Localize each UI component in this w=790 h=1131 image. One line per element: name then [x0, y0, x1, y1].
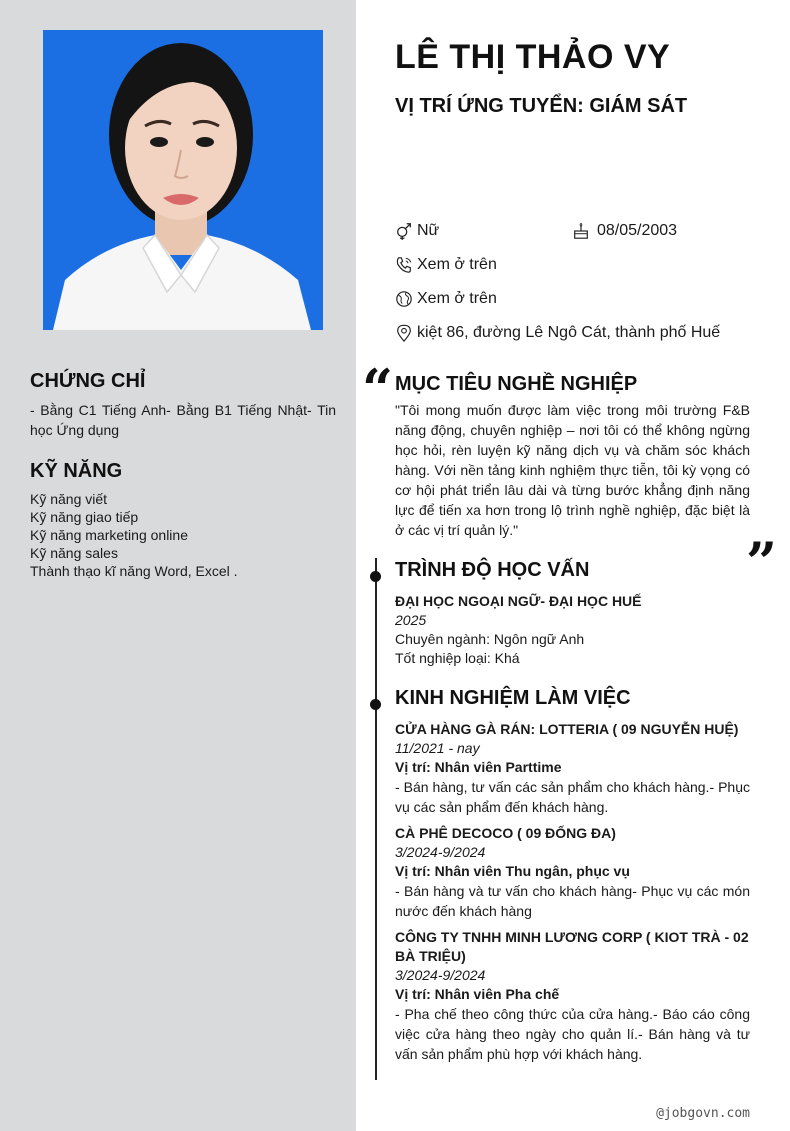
job-entry	[395, 720, 750, 817]
watermark: @jobgovn.com	[656, 1106, 750, 1121]
phone-icon	[395, 256, 413, 274]
applied-position: VỊ TRÍ ỨNG TUYỂN: GIÁM SÁT	[395, 95, 688, 117]
close-quote-icon: ”	[746, 530, 778, 594]
globe-icon	[395, 290, 413, 308]
skill-item: Kỹ năng giao tiếp	[30, 509, 139, 525]
skill-item: Kỹ năng marketing online	[30, 527, 188, 543]
skill-item: Kỹ năng sales	[30, 545, 118, 561]
skills-heading: KỸ NĂNG	[30, 460, 123, 482]
company-name: CÔNG TY TNHH MINH LƯƠNG CORP ( KIOT TRÀ - 02 BÀ TRIỆU)	[395, 929, 749, 964]
major: Chuyên ngành: Ngôn ngữ Anh	[395, 631, 585, 647]
grade: Tốt nghiệp loại: Khá	[395, 650, 520, 666]
open-quote-icon: “	[362, 357, 394, 421]
birthdate-row	[572, 220, 677, 242]
job-period: 3/2024-9/2024	[395, 844, 486, 860]
objective-text: "Tôi mong muốn được làm việc trong môi trường F&B năng động, chuyên nghiệp – nơi tôi có thể không ngừng học hỏi, rèn luyện kỹ năng dịch vụ và chăm sóc khách hàng. Với nền tảng kinh nghiệm thực tiễn, tôi kỳ vọng có cơ hội phát triển lâu dài và từng bước khẳng định năng lực để tiến xa hơn trong lộ trình nghề nghiệp, đặc biệt là ở các vị trí quản lý."	[395, 402, 750, 538]
graduation-year: 2025	[395, 612, 427, 628]
experience-heading: KINH NGHIỆM LÀM VIỆC	[395, 687, 631, 709]
job-description: - Pha chế theo công thức của cửa hàng.- Báo cáo công việc cửa hàng theo ngày cho quản lí.- Bán hàng và tư vấn sản phẩm phù hợp với khách hàng.	[395, 1006, 750, 1062]
birthdate-value: 08/05/2003	[597, 222, 678, 239]
phone-row	[395, 254, 497, 276]
gender-value: Nữ	[417, 222, 440, 239]
timeline-dot	[370, 571, 381, 582]
gender-icon	[395, 222, 413, 240]
company-name: CÀ PHÊ DECOCO ( 09 ĐỐNG ĐA)	[395, 825, 616, 841]
phone-value: Xem ở trên	[417, 256, 497, 273]
job-role: Vị trí: Nhân viên Thu ngân, phục vụ	[395, 863, 630, 879]
certificates-text: - Bằng C1 Tiếng Anh- Bằng B1 Tiếng Nhật- Tin học Ứng dụng	[30, 402, 336, 438]
birthday-cake-icon	[572, 222, 590, 240]
certificates-heading: CHỨNG CHỈ	[30, 370, 146, 392]
website-row	[395, 288, 497, 310]
job-role: Vị trí: Nhân viên Pha chế	[395, 986, 560, 1002]
job-period: 11/2021 - nay	[395, 740, 480, 756]
skill-item: Thành thạo kĩ năng Word, Excel .	[30, 563, 238, 579]
profile-photo	[43, 30, 323, 330]
skill-item: Kỹ năng viết	[30, 491, 108, 507]
website-value: Xem ở trên	[417, 290, 497, 307]
company-name: CỬA HÀNG GÀ RÁN: LOTTERIA ( 09 NGUYỄN HUỆ)	[395, 721, 739, 737]
job-description: - Bán hàng, tư vấn các sản phẩm cho khách hàng.- Phục vụ các sản phẩm đến khách hàng.	[395, 779, 750, 815]
sidebar	[0, 0, 356, 1131]
candidate-name: LÊ THỊ THẢO VY	[395, 38, 671, 76]
job-entry	[395, 928, 750, 1064]
job-period: 3/2024-9/2024	[395, 967, 486, 983]
gender-row	[395, 220, 439, 242]
job-role: Vị trí: Nhân viên Parttime	[395, 759, 562, 775]
address-value: kiệt 86, đường Lê Ngô Cát, thành phố Huế	[417, 324, 721, 341]
education-entry	[395, 592, 750, 668]
timeline-dot	[370, 699, 381, 710]
timeline-line	[375, 558, 377, 1080]
job-description: - Bán hàng và tư vấn cho khách hàng- Phục vụ các món nước đến khách hàng	[395, 883, 750, 919]
objective-heading: MỤC TIÊU NGHỀ NGHIỆP	[395, 373, 638, 395]
school-name: ĐẠI HỌC NGOẠI NGỮ- ĐẠI HỌC HUẾ	[395, 593, 642, 609]
location-pin-icon	[395, 324, 413, 342]
education-heading: TRÌNH ĐỘ HỌC VẤN	[395, 559, 590, 581]
skills-list	[30, 490, 336, 580]
address-row	[395, 322, 720, 344]
job-entry	[395, 824, 750, 921]
